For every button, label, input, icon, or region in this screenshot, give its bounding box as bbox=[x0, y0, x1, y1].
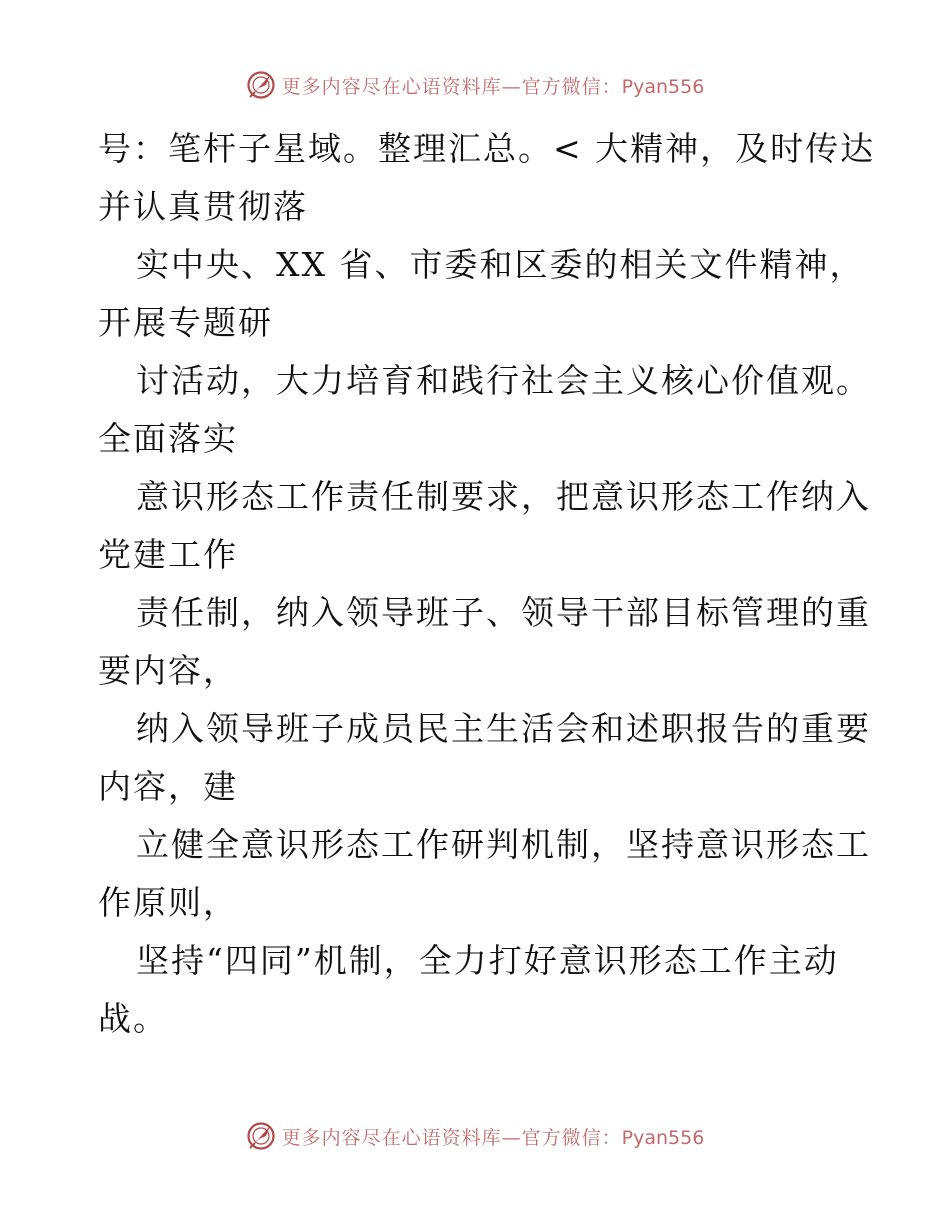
footer-wechat-id: Pyan556 bbox=[621, 1126, 705, 1149]
footer-watermark-main: 更多内容尽在心语资料库—官方微信： bbox=[281, 1126, 622, 1149]
text-line-1: 号：笔杆子星域。整理汇总。< 大精神，及时传达 bbox=[98, 129, 876, 168]
text-line-6: 全面落实 bbox=[98, 419, 238, 458]
text-line-10: 要内容， bbox=[98, 651, 238, 690]
quill-seal-icon bbox=[246, 70, 276, 100]
page-footer-watermark bbox=[0, 1121, 950, 1151]
text-line-13: 立健全意识形态工作研判机制，坚持意识形态工 bbox=[136, 825, 871, 864]
text-line-11: 纳入领导班子成员民主生活会和述职报告的重要 bbox=[136, 709, 871, 748]
text-line-2: 并认真贯彻落 bbox=[98, 187, 308, 226]
text-line-9: 责任制，纳入领导班子、领导干部目标管理的重 bbox=[136, 593, 871, 632]
text-line-5: 讨活动，大力培育和践行社会主义核心价值观。 bbox=[136, 361, 871, 400]
header-watermark-main: 更多内容尽在心语资料库—官方微信： bbox=[281, 75, 622, 98]
text-line-7: 意识形态工作责任制要求，把意识形态工作纳入 bbox=[136, 477, 871, 516]
text-line-14: 作原则， bbox=[98, 883, 238, 922]
document-body bbox=[98, 120, 876, 1048]
text-line-8: 党建工作 bbox=[98, 535, 238, 574]
footer-watermark-text bbox=[282, 1123, 705, 1150]
text-line-4: 开展专题研 bbox=[98, 303, 273, 342]
page-header-watermark bbox=[0, 70, 950, 100]
text-line-12: 内容，建 bbox=[98, 767, 238, 806]
text-line-16: 战。 bbox=[98, 999, 168, 1038]
text-line-15: 坚持“四同”机制，全力打好意识形态工作主动 bbox=[136, 941, 839, 980]
text-line-3: 实中央、XX 省、市委和区委的相关文件精神， bbox=[136, 245, 865, 284]
quill-seal-icon bbox=[246, 1121, 276, 1151]
header-wechat-id: Pyan556 bbox=[621, 75, 705, 98]
header-watermark-text bbox=[282, 72, 705, 99]
